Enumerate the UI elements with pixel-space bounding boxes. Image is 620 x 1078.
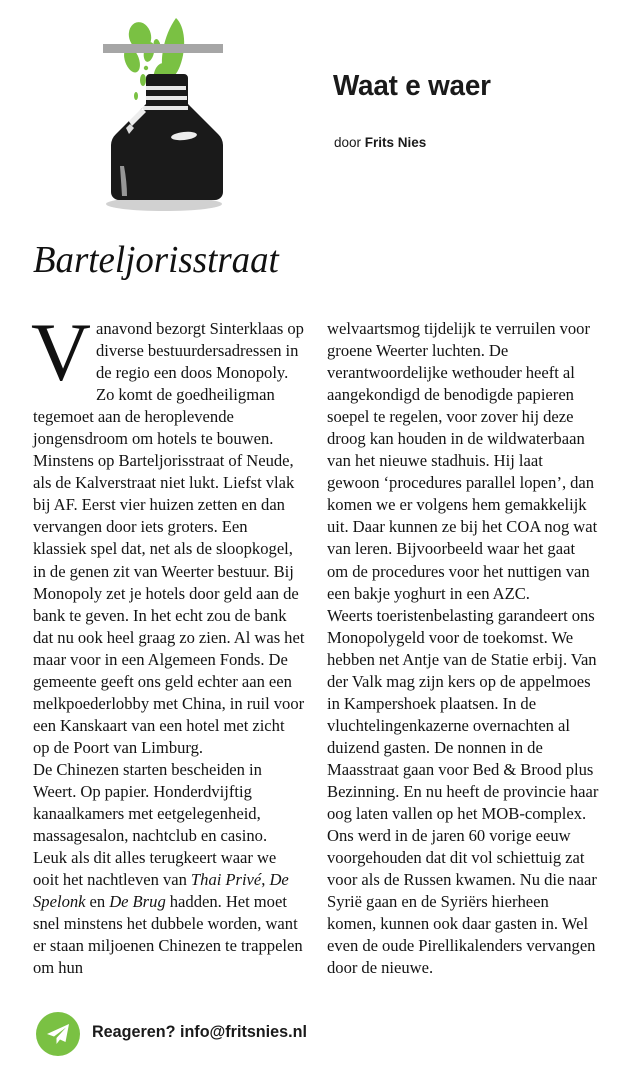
paragraph-text: hadden. Het moet snel minstens het dubbele worden, want er staan miljoenen Chinezen te trappelen om hun [33, 892, 303, 978]
paragraph-text: welvaartsmog tijdelijk te verruilen voor groene Weerter luchten. De verantwoordelijke wethouder heeft al aangekondigd de benodigde papieren soepel te regelen, voor zover hij deze droog kan houden in de wildwaterbaan van het nieuwe stadhuis. Hij laat gewoon ‘procedures parallel lopen’, dan komen we er volgens hem gemakkelijk uit. Daar kunnen ze bij het COA nog wat van leren. Bijvoorbeeld waar het gaat om de procedures voor het nuttigen van een bakje yoghurt in een AZC. [327, 319, 598, 603]
article-headline: Barteljorisstraat [33, 239, 279, 281]
reply-contact-text: Reageren? info@fritsnies.nl [92, 1022, 307, 1041]
drop-cap: V [31, 306, 91, 398]
venue-name: De Spelonk [33, 870, 289, 912]
article-column-right [327, 318, 599, 979]
byline-prefix: door [334, 135, 362, 150]
article-body [0, 306, 620, 1008]
article-column-left [31, 306, 305, 979]
paper-plane-icon[interactable] [36, 1012, 80, 1056]
paragraph-text: anavond bezorgt Sinterklaas op diverse bestuurdersadressen in de regio een doos Monopoly. Zo komt de goedheiligman tegemoet aan de heroplevende jongensdroom om hotels te bouwen. Minstens op Barteljorisstraat of Neude, als de Kalverstraat niet lukt. Liefst vlak bij AF. Eerst vier huizen zetten en dan vervangen door iets groters. Een klassiek spel dat, net als de sloopkogel, in de genen zit van Weerter bestuur. Bij Monopoly zet je hotels door geld aan de bank te geven. In het echt zou de bank dat nu ook heel graag zo zien. Al was het maar voor in een Algemeen Fonds. De gemeente geeft ons geld echter aan een melkpoederlobby met China, in ruil voor een Kanskaart van een hotel met zicht op de Poort van Limburg. [33, 319, 305, 757]
paragraph-text: De Chinezen starten bescheiden in Weert. Op papier. Honderdvijftig kanaalkamers met eetgelegenheid, massagesalon, nachtclub en casino. Leuk als dit alles terugkeert waar we ooit het nachtleven van [33, 759, 277, 890]
article-footer [0, 1008, 620, 1078]
venue-name: De Brug [109, 892, 166, 912]
paragraph [31, 306, 305, 759]
page-title: Waat e waer [333, 70, 491, 102]
paragraph [327, 318, 599, 605]
ink-bottle-icon [88, 8, 238, 216]
paragraph [327, 605, 599, 980]
byline [334, 135, 426, 150]
paragraph [33, 759, 305, 979]
paragraph-text: en [85, 892, 110, 912]
paragraph-text: Weerts toeristenbelasting garandeert ons Monopolygeld voor de toekomst. We hebben net Antje van de Statie erbij. Van der Valk mag zijn kers op de appelmoes in Kampershoek plaatsen. In de vluchtelingenkazerne overnachten al duizend gasten. De nonnen in de Maasstraat gaan voor Bed & Brood plus Bezinning. En nu heeft de provincie haar oog laten vallen op het MOB-complex. Ons werd in de jaren 60 vorige eeuw voorgehouden dat dit vol schiettuig zat voor als de Russen kwamen. Nu die naar Syrië gaan en de Syriërs hierheen komen, kunnen ook daar gasten in. Wel even de oude Pirellikalenders vervangen door de nieuwe. [327, 605, 599, 978]
byline-author: Frits Nies [364, 135, 427, 150]
venue-name: Thai Privé [190, 870, 262, 890]
article-header [0, 0, 620, 222]
paragraph-text: , [261, 870, 270, 890]
